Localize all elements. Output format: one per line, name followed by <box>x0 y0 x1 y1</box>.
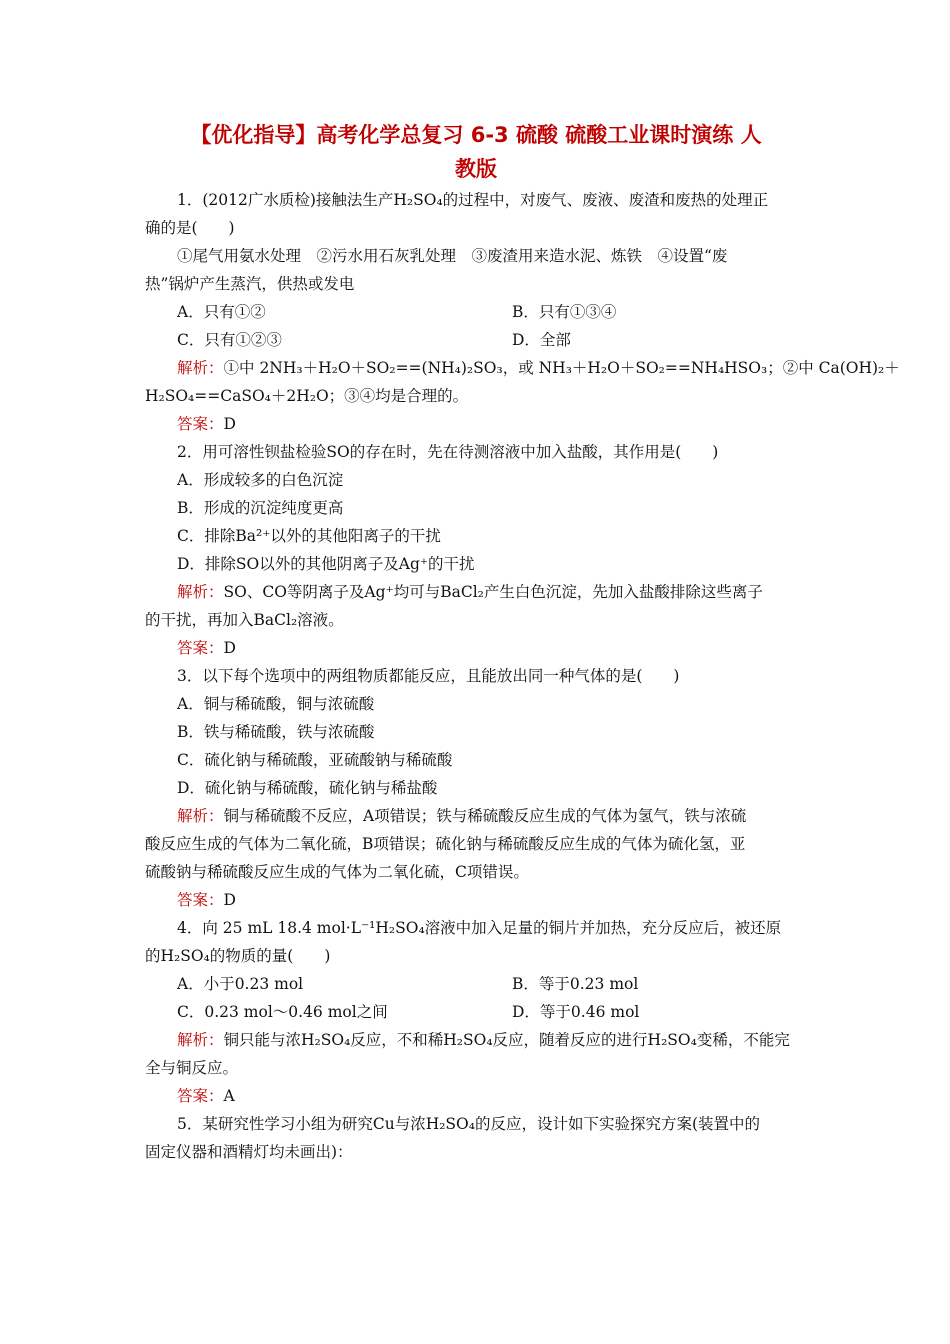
q2-answer <box>177 634 807 662</box>
q3-option-d: D．硫化钠与稀硫酸，硫化钠与稀盐酸 <box>177 779 438 797</box>
q1-stem-line-3: ①尾气用氨水处理 ②污水用石灰乳处理 ③废渣用来造水泥、炼铁 ④设置“废 <box>177 247 728 265</box>
q2-analysis-text-1: SO、CO等阴离子及Ag⁺均可与BaCl₂产生白色沉淀，先加入盐酸排除这些离子 <box>223 583 763 601</box>
q3-answer <box>177 886 807 914</box>
q3-answer-value: D <box>223 891 236 909</box>
document-title <box>145 118 807 186</box>
q1-answer <box>177 410 807 438</box>
q2-analysis-line-2: 的干扰，再加入BaCl₂溶液。 <box>145 611 344 629</box>
q4-answer-value: A <box>223 1087 235 1105</box>
q4-option-d: D．等于0.46 mol <box>512 1003 640 1021</box>
q5-stem-line-2: 固定仪器和酒精灯均未画出)： <box>145 1143 353 1161</box>
q2-analysis-line-1 <box>177 578 807 606</box>
q1-stem-line-1: 1．(2012广水质检)接触法生产H₂SO₄的过程中，对废气、废液、废渣和废热的处理正 <box>177 191 769 209</box>
q3-option-b: B．铁与稀硫酸，铁与浓硫酸 <box>177 723 375 741</box>
q4-analysis-line-1 <box>177 1026 807 1054</box>
q4-option-a: A．小于0.23 mol <box>177 975 304 993</box>
q4-option-c: C．0.23 mol～0.46 mol之间 <box>177 1003 388 1021</box>
q2-answer-value: D <box>223 639 236 657</box>
q3-stem-line-1: 3．以下每个选项中的两组物质都能反应，且能放出同一种气体的是( ) <box>177 667 680 685</box>
analysis-label: 解析： <box>177 807 224 825</box>
q1-option-d: D．全部 <box>512 331 571 349</box>
answer-label: 答案： <box>177 639 224 657</box>
q1-option-b: B．只有①③④ <box>512 303 617 321</box>
q4-option-b: B．等于0.23 mol <box>512 975 639 993</box>
answer-label: 答案： <box>177 415 224 433</box>
q1-stem-line-2: 确的是( ) <box>145 219 235 237</box>
q3-option-c: C．硫化钠与稀硫酸，亚硫酸钠与稀硫酸 <box>177 751 453 769</box>
q1-answer-value: D <box>223 415 236 433</box>
q3-analysis-text-1: 铜与稀硫酸不反应，A项错误；铁与稀硫酸反应生成的气体为氢气，铁与浓硫 <box>223 807 747 825</box>
q1-option-c: C．只有①②③ <box>177 331 282 349</box>
q4-analysis-line-2: 全与铜反应。 <box>145 1059 239 1077</box>
answer-label: 答案： <box>177 891 224 909</box>
q1-analysis-line-2: H₂SO₄==CaSO₄＋2H₂O；③④均是合理的。 <box>145 387 469 405</box>
q4-stem-line-1: 4．向 25 mL 18.4 mol·L⁻¹H₂SO₄溶液中加入足量的铜片并加热，充分反应后，被还原 <box>177 919 782 937</box>
q5-stem-line-1: 5．某研究性学习小组为研究Cu与浓H₂SO₄的反应，设计如下实验探究方案(装置中的 <box>177 1115 761 1133</box>
q3-analysis-line-3: 硫酸钠与稀硫酸反应生成的气体为二氧化硫，C项错误。 <box>145 863 529 881</box>
q2-stem-line-1: 2．用可溶性钡盐检验SO的存在时，先在待测溶液中加入盐酸，其作用是( ) <box>177 443 719 461</box>
q3-option-a: A．铜与稀硫酸，铜与浓硫酸 <box>177 695 375 713</box>
title-line-2: 教版 <box>455 157 497 181</box>
q1-analysis-line-1 <box>177 354 900 382</box>
q3-analysis-line-2: 酸反应生成的气体为二氧化硫，B项错误；硫化钠与稀硫酸反应生成的气体为硫化氢，亚 <box>145 835 746 853</box>
q1-stem-line-4: 热”锅炉产生蒸汽，供热或发电 <box>145 275 355 293</box>
analysis-label: 解析： <box>177 583 224 601</box>
analysis-label: 解析： <box>177 359 224 377</box>
q1-option-a: A．只有①② <box>177 303 266 321</box>
q3-analysis-line-1 <box>177 802 807 830</box>
analysis-label: 解析： <box>177 1031 224 1049</box>
q2-option-d: D．排除SO以外的其他阴离子及Ag⁺的干扰 <box>177 555 475 573</box>
q2-option-b: B．形成的沉淀纯度更高 <box>177 499 344 517</box>
q1-analysis-text-1: ①中 2NH₃＋H₂O＋SO₂==(NH₄)₂SO₃，或 NH₃＋H₂O＋SO₂==NH₄HSO₃；②中 Ca(OH)₂＋ <box>223 359 900 377</box>
q4-answer <box>177 1082 807 1110</box>
q4-stem-line-2: 的H₂SO₄的物质的量( ) <box>145 947 331 965</box>
q2-option-a: A．形成较多的白色沉淀 <box>177 471 344 489</box>
answer-label: 答案： <box>177 1087 224 1105</box>
q2-option-c: C．排除Ba²⁺以外的其他阳离子的干扰 <box>177 527 441 545</box>
q4-analysis-text-1: 铜只能与浓H₂SO₄反应，不和稀H₂SO₄反应，随着反应的进行H₂SO₄变稀，不能完 <box>223 1031 790 1049</box>
title-line-1: 【优化指导】高考化学总复习 6-3 硫酸 硫酸工业课时演练 人 <box>190 123 762 147</box>
